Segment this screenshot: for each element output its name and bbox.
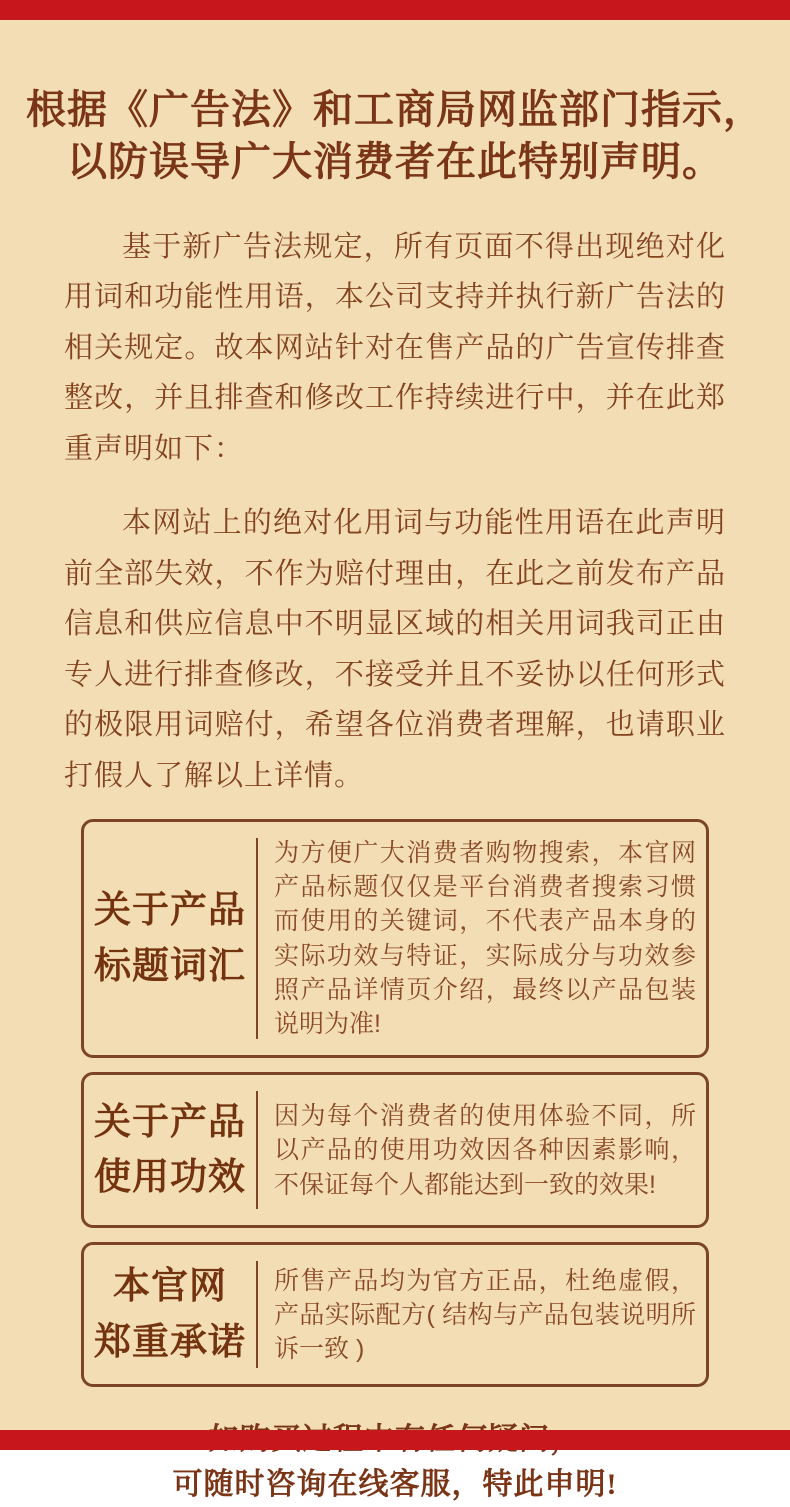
notice-box-label-line1: 关于产品 [94, 890, 246, 932]
notice-box-label-line1: 关于产品 [94, 1101, 246, 1143]
notice-box-text [258, 1075, 706, 1225]
statement-paragraph-1: 基于新广告法规定，所有页面不得出现绝对化用词和功能性用语，本公司支持并执行新广告法的相关规定。故本网站针对在售产品的广告宣传排查整改，并且排查和修改工作持续进行中，并在此郑重声明如下： [64, 231, 726, 465]
notice-box-title-keywords [81, 819, 709, 1059]
notice-box-label-line2: 使用功效 [94, 1157, 246, 1199]
notice-box-text [258, 1245, 706, 1384]
notice-box-label [84, 1245, 256, 1384]
footer-note-line2: 可随时咨询在线客服，特此申明! [172, 1468, 618, 1502]
bottom-red-bar [0, 1430, 790, 1450]
page-title-line2: 以防误导广大消费者在此特别声明。 [67, 139, 723, 184]
page-title-line1: 根据《广告法》和工商局网监部门指示， [26, 87, 764, 132]
notice-box-text [258, 822, 706, 1056]
notice-box-label [84, 1075, 256, 1225]
notice-box-text-content: 为方便广大消费者购物搜索，本官网产品标题仅仅是平台消费者搜索习惯而使用的关键词，不代表产品本身的实际功效与特证，实际成分与功效参照产品详情页介绍，最终以产品包装说明为准! [274, 838, 696, 1039]
statement-paragraph-2: 本网站上的绝对化用词与功能性用语在此声明前全部失效，不作为赔付理由，在此之前发布产品信息和供应信息中不明显区域的相关用词我司正由专人进行排查修改，不接受并且不妥协以任何形式的极限用词赔付，希望各位消费者理解，也请职业打假人了解以上详情。 [64, 507, 726, 792]
notice-box-text-content: 因为每个消费者的使用体验不同，所以产品的使用功效因各种因素影响，不保证每个人都能达到一致的效果! [274, 1102, 696, 1199]
notice-box-usage-effect [81, 1072, 709, 1228]
top-red-bar [0, 0, 790, 20]
notice-box-label-line2: 标题词汇 [94, 945, 246, 987]
notice-box-label-line2: 郑重承诺 [94, 1321, 246, 1363]
page-title [0, 0, 790, 188]
notice-box-label [84, 822, 256, 1056]
notice-box-official-promise [81, 1242, 709, 1387]
notice-box-label-line1: 本官网 [113, 1266, 227, 1308]
notice-box-text-content: 所售产品均为官方正品，杜绝虚假，产品实际配方( 结构与产品包装说明所诉一致 ) [274, 1266, 696, 1364]
